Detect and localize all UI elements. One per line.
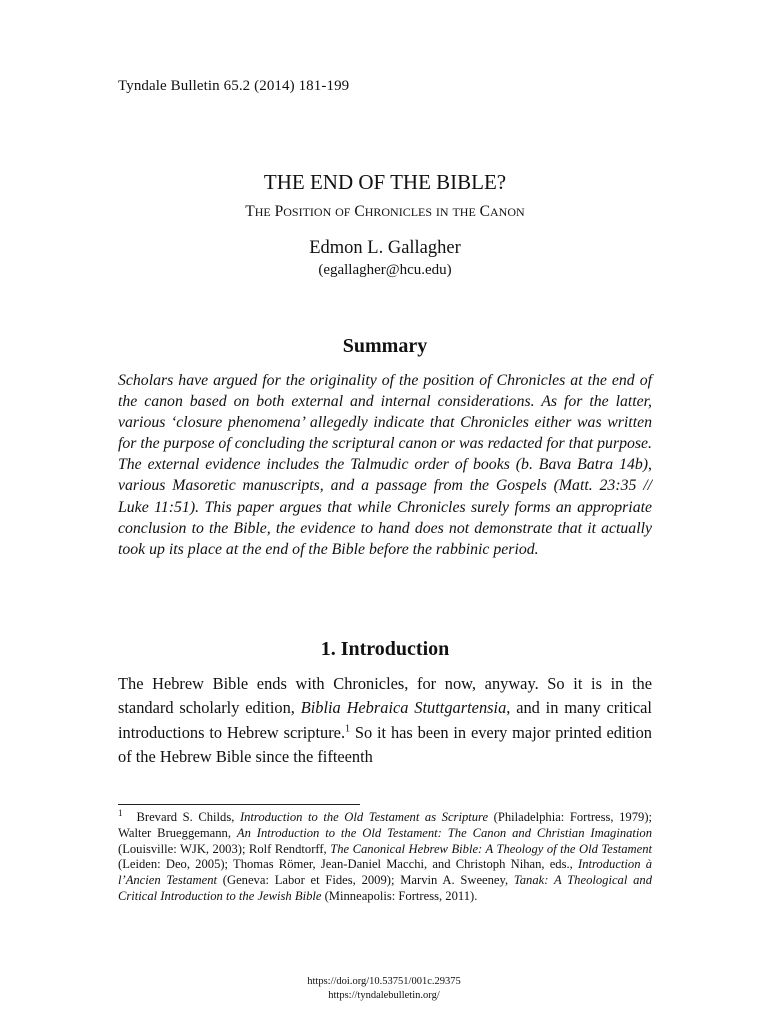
footnote-number: 1	[118, 807, 123, 818]
journal-citation: Tyndale Bulletin 65.2 (2014) 181-199	[118, 78, 350, 94]
subtitle-word: OF	[335, 205, 351, 219]
subtitle-word: T	[245, 203, 255, 220]
cited-work: An Introduction to the Old Testament: The Canon and Christian Imagination	[236, 825, 652, 840]
footnote-text: (Philadelphia: Fortress, 1979); Walter Brueggemann,	[118, 810, 653, 840]
cited-work: Introduction to the Old Testament as Scripture	[239, 810, 489, 824]
article-subtitle	[118, 203, 652, 221]
cited-work: The Canonical Hebrew Bible: A Theology of the Old Testament	[330, 841, 652, 856]
edition-title: Biblia Hebraica Stuttgartensia	[300, 698, 507, 718]
footnote-divider	[118, 804, 360, 805]
cited-work: Introduction à l’Ancien Testament	[118, 857, 652, 888]
footnote-text: (Geneva: Labor et Fides, 2009); Marvin A. Sweeney,	[217, 873, 514, 888]
introduction-paragraph	[118, 672, 652, 770]
summary-text: Scholars have argued for the originality of the position of Chronicles at the end of the canon based on both external and internal considerations. As for the latter, various ‘closure phenomena’ allegedly indicate that Chronicles either was written for the purpose of concluding the scriptural canon or was redacted for that purpose. The external evidence includes the Talmudic order of books (b. Bava Batra 14b), various Masoretic manuscripts, and a passage from the Gospels (Matt. 23:35 // Luke 11:51). This paper argues that while Chronicles surely forms an appropriate conclusion to the Bible, the evidence to hand does not demonstrate that it actually took up its place at the end of the Bible before the rabbinic period.	[118, 372, 652, 558]
subtitle-word: OSITION	[283, 205, 332, 219]
paragraph-text: The Hebrew Bible ends with Chronicles, for now, anyway. So it is in the standard scholarly edition,	[118, 674, 652, 718]
cited-work: Tanak: A Theological and Critical Introduction to the Jewish Bible	[118, 873, 652, 903]
journal-website-link[interactable]: https://tyndalebulletin.org/	[328, 990, 440, 1001]
doi-link[interactable]: https://doi.org/10.53751/001c.29375	[307, 976, 461, 987]
subtitle-word: C	[479, 203, 491, 220]
footnote-reference[interactable]: 1	[345, 723, 351, 735]
footnote-text: Brevard S. Childs,	[136, 810, 240, 824]
author-email: (egallagher@hcu.edu)	[318, 262, 452, 278]
footnote-text: (Minneapolis: Fortress, 2011).	[321, 888, 478, 903]
subtitle-word: ANON	[490, 205, 525, 219]
subtitle-word: C	[354, 203, 365, 220]
subtitle-word: HE	[254, 205, 271, 219]
article-title: THE END OF THE BIBLE?	[263, 170, 507, 194]
subtitle-word: P	[274, 203, 284, 220]
subtitle-word: IN	[435, 205, 449, 219]
subtitle-word: THE	[452, 205, 476, 219]
footnote-text: (Leiden: Deo, 2005); Thomas Römer, Jean-Daniel Macchi, and Christoph Nihan, eds.,	[118, 857, 578, 872]
summary-heading: Summary	[342, 335, 428, 357]
author-name: Edmon L. Gallagher	[309, 238, 461, 258]
paragraph-text: , and in many critical introductions to Hebrew scripture.	[118, 698, 652, 742]
introduction-heading: 1. Introduction	[320, 638, 450, 660]
subtitle-word: HRONICLES	[364, 205, 433, 219]
footnote-text: (Louisville: WJK, 2003); Rolf Rendtorff,	[118, 841, 331, 856]
footnote-1	[118, 807, 653, 905]
paragraph-text: So it has been in every major printed edition of the Hebrew Bible since the fifteenth	[118, 722, 653, 767]
